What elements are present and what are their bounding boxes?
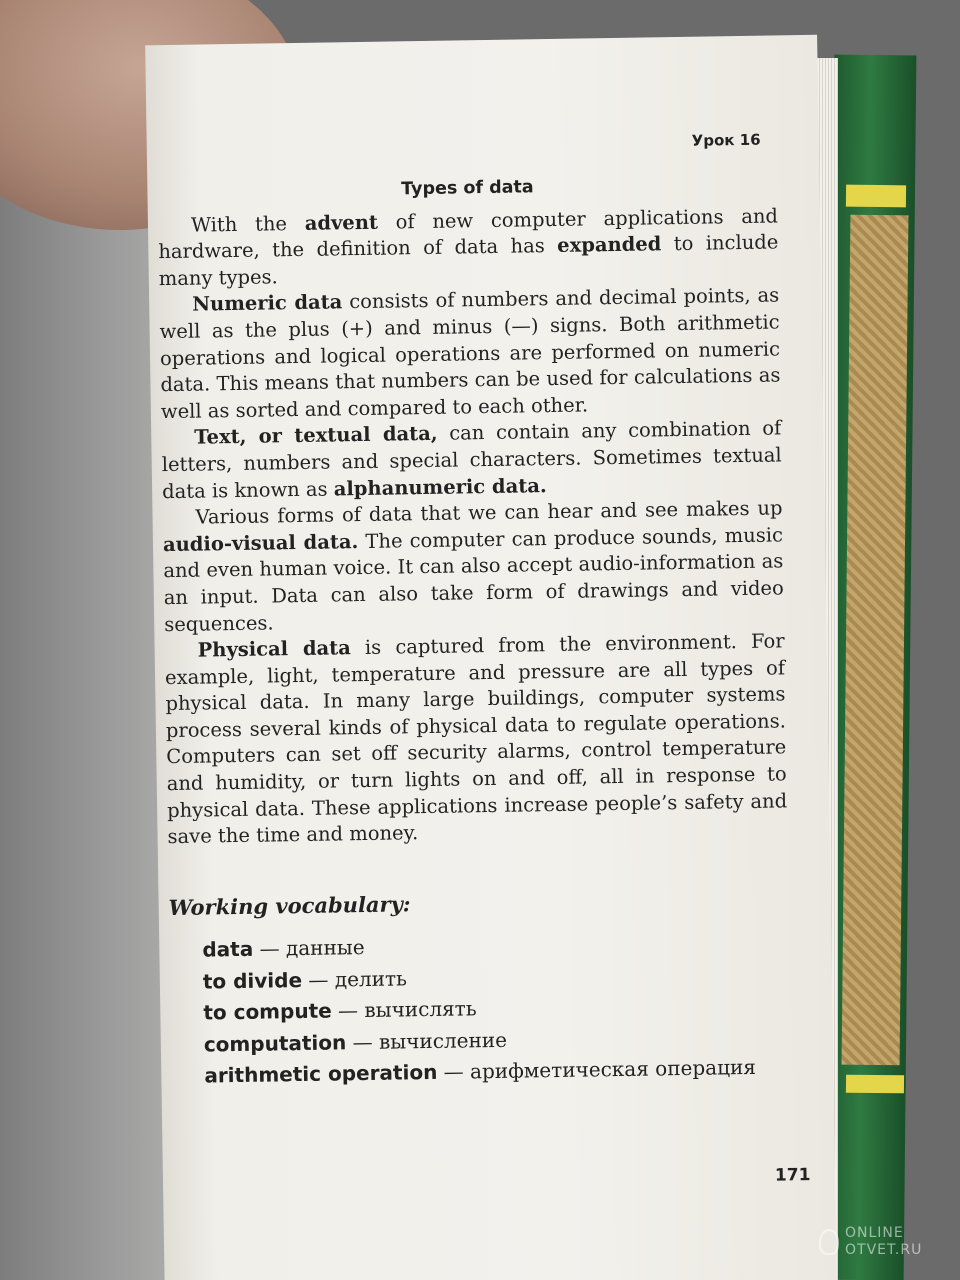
p4-b: The computer can produce sounds, music and even human voice. It can also accept audio-information as an input. Data can also take form of drawings and video sequences.	[163, 523, 784, 636]
vocab-translation: — делить	[301, 966, 408, 992]
watermark	[845, 1225, 922, 1259]
watermark-line2: OTVET.RU	[845, 1242, 923, 1258]
p1-c: of new computer applications and hardware, the definition of data has	[158, 204, 779, 264]
term-expanded: expanded	[557, 232, 662, 258]
cover-stripe-lower	[846, 1075, 904, 1094]
lightbulb-icon	[819, 1229, 839, 1255]
section-title: Types of data	[401, 177, 534, 200]
vocab-term: computation	[203, 1030, 347, 1057]
vocab-translation: — вычислять	[331, 996, 477, 1023]
lesson-header: Урок 16	[691, 130, 761, 150]
term-textual-data: Text, or textual data,	[194, 422, 438, 449]
paragraph-numeric	[159, 283, 781, 426]
vocab-translation: — арифметическая операция	[437, 1055, 757, 1085]
term-alphanumeric-data: alphanumeric data.	[333, 473, 547, 500]
p3-text: can contain any combination of letters, numbers and special characters. Sometimes textual data is known as	[161, 416, 782, 503]
vocab-term: arithmetic operation	[204, 1060, 438, 1088]
book-page	[145, 35, 837, 1280]
p2-text: consists of numbers and decimal points, as well as the plus (+) and minus (—) signs. Both arithmetic operations and logical operations are performed on numeric data. This means that numbers can be used for calculations as well as sorted and compared to each other.	[159, 283, 781, 423]
page-number: 171	[774, 1165, 811, 1186]
paragraph-audio-visual	[162, 496, 784, 639]
watermark-line1: ONLINE	[845, 1225, 904, 1241]
p1-e: to include many types.	[158, 230, 779, 290]
paragraph-textual	[161, 416, 782, 506]
p5-text: is captured from the environment. For example, light, temperature and pressure are all types of physical data. In many large buildings, computer systems process several kinds of physical data to regulate operations. Computers can set off security alarms, control temperature and humidity, or turn lights on and off, all in response to physical data. These applications increase people’s safety and save the time and money.	[164, 629, 788, 849]
vocab-translation: — вычисление	[346, 1027, 508, 1055]
paragraph-physical	[164, 628, 787, 850]
paragraph-intro	[158, 203, 779, 293]
p4-a: Various forms of data that we can hear and see makes up	[195, 496, 783, 529]
vocabulary-list	[202, 926, 791, 1093]
vocabulary-heading: Working vocabulary:	[168, 891, 411, 920]
cover-stripe	[846, 185, 906, 208]
vocab-term: data	[202, 937, 254, 963]
term-audio-visual-data: audio-visual data.	[162, 529, 359, 556]
page-content	[157, 130, 792, 1093]
vocab-translation: — данные	[253, 935, 365, 962]
cover-pattern	[842, 215, 909, 1066]
vocab-term: to divide	[202, 967, 303, 994]
vocab-term: to compute	[203, 998, 332, 1025]
term-advent: advent	[304, 210, 379, 235]
p1-a: With the	[190, 211, 305, 237]
term-physical-data: Physical data	[197, 636, 351, 662]
term-numeric-data: Numeric data	[192, 290, 343, 317]
